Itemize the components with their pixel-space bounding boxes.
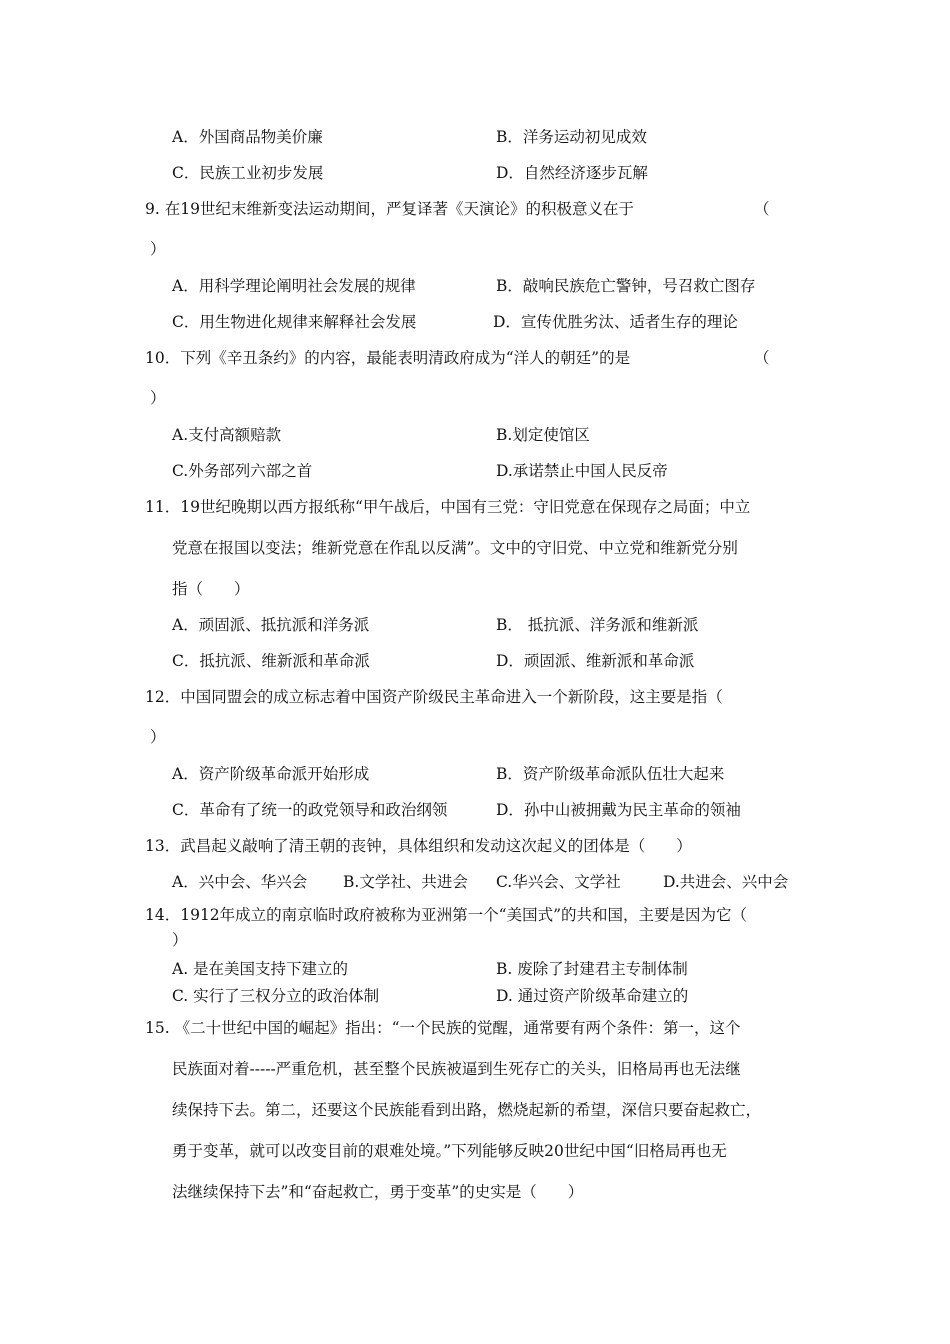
q13-stem: 13．武昌起义敲响了清王朝的丧钟，具体组织和发动这次起义的团体是（ ）	[145, 837, 692, 855]
q13-option-d: D.共进会、兴中会	[663, 873, 789, 891]
q15-stem-line-2: 民族面对着-----严重危机，甚至整个民族被逼到生死存亡的关头，旧格局再也无法继	[172, 1060, 741, 1078]
q12-answer-paren-close: ）	[150, 728, 166, 746]
q11-option-b: B． 抵抗派、洋务派和维新派	[496, 616, 699, 634]
q13-option-c: C.华兴会、文学社	[496, 873, 621, 891]
q8-option-a: A．外国商品物美价廉	[172, 128, 323, 146]
q15-stem-line-5: 法继续保持下去”和“奋起救亡，勇于变革”的史实是（ ）	[172, 1183, 584, 1201]
q10-answer-paren-close: ）	[150, 389, 166, 407]
q9-option-a: A．用科学理论阐明社会发展的规律	[172, 277, 416, 295]
q11-stem-line-3: 指（ ）	[172, 580, 250, 598]
q9-option-b: B．敲响民族危亡警钟，号召救亡图存	[496, 277, 756, 295]
q9-answer-paren-open: （	[754, 200, 770, 218]
q14-option-a: A. 是在美国支持下建立的	[172, 960, 349, 978]
q13-option-a: A．兴中会、华兴会	[172, 873, 308, 891]
q14-option-c: C. 实行了三权分立的政治体制	[172, 987, 380, 1005]
q10-stem: 10．下列《辛丑条约》的内容，最能表明清政府成为“洋人的朝廷”的是	[145, 349, 631, 367]
q15-stem-line-1: 15. 《二十世纪中国的崛起》指出：“一个民族的觉醒，通常要有两个条件：第一，这个	[145, 1019, 741, 1037]
q14-answer-paren-close: ）	[172, 931, 188, 949]
q9-option-d: D．宣传优胜劣汰、适者生存的理论	[493, 313, 738, 331]
q12-option-d: D．孙中山被拥戴为民主革命的领袖	[496, 801, 741, 819]
q11-option-a: A．顽固派、抵抗派和洋务派	[172, 616, 370, 634]
q15-stem-line-4: 勇于变革，就可以改变目前的艰难处境。”下列能够反映20世纪中国“旧格局再也无	[172, 1142, 727, 1160]
q10-option-b: B.划定使馆区	[496, 426, 590, 444]
q12-option-a: A．资产阶级革命派开始形成	[172, 765, 370, 783]
q12-option-c: C．革命有了统一的政党领导和政治纲领	[172, 801, 448, 819]
q8-option-d: D．自然经济逐步瓦解	[496, 164, 648, 182]
q10-option-d: D.承诺禁止中国人民反帝	[496, 462, 668, 480]
q11-option-c: C．抵抗派、维新派和革命派	[172, 652, 370, 670]
q14-option-d: D. 通过资产阶级革命建立的	[496, 987, 689, 1005]
q14-stem: 14．1912年成立的南京临时政府被称为亚洲第一个“美国式”的共和国，主要是因为它（	[145, 906, 748, 924]
q8-option-b: B．洋务运动初见成效	[496, 128, 647, 146]
q12-stem: 12．中国同盟会的成立标志着中国资产阶级民主革命进入一个新阶段，这主要是指（	[145, 688, 723, 706]
q8-option-c: C．民族工业初步发展	[172, 164, 324, 182]
q10-option-c: C.外务部列六部之首	[172, 462, 313, 480]
q10-option-a: A.支付高额赔款	[172, 426, 282, 444]
q12-option-b: B．资产阶级革命派队伍壮大起来	[496, 765, 725, 783]
q9-option-c: C．用生物进化规律来解释社会发展	[172, 313, 417, 331]
q11-option-d: D．顽固派、维新派和革命派	[496, 652, 695, 670]
q13-option-b: B.文学社、共进会	[343, 873, 468, 891]
q11-stem-line-1: 11．19世纪晚期以西方报纸称“甲午战后，中国有三党：守旧党意在保现存之局面；中立	[145, 498, 751, 516]
q10-answer-paren-open: （	[754, 349, 770, 367]
q9-stem: 9. 在19世纪末维新变法运动期间，严复译著《天演论》的积极意义在于	[145, 200, 634, 218]
q11-stem-line-2: 党意在报国以变法；维新党意在作乱以反满”。文中的守旧党、中立党和维新党分别	[172, 539, 738, 557]
q9-answer-paren-close: ）	[150, 240, 166, 258]
q15-stem-line-3: 续保持下去。第二，还要这个民族能看到出路，燃烧起新的希望，深信只要奋起救亡，	[172, 1101, 762, 1119]
q14-option-b: B. 废除了封建君主专制体制	[496, 960, 688, 978]
